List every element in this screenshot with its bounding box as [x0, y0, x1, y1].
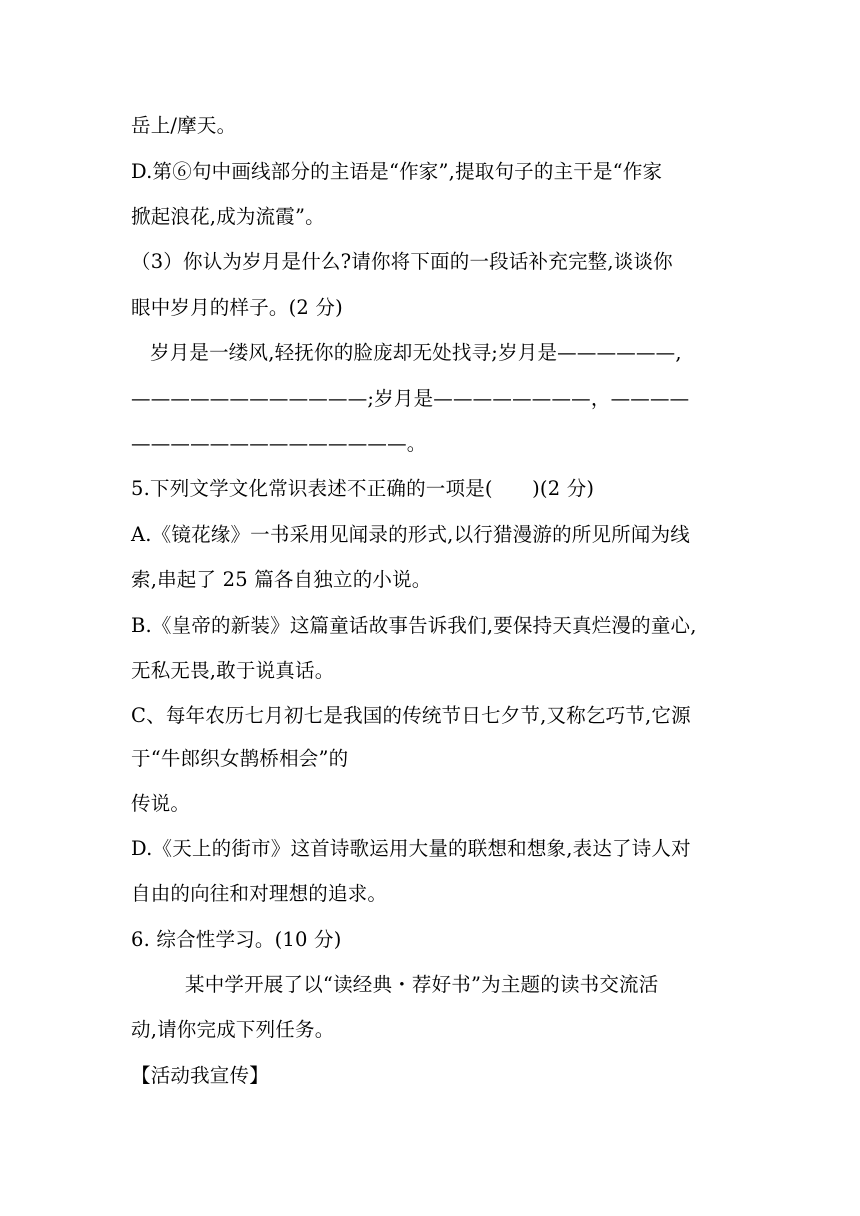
text-line-3: 掀起浪花,成为流霞”。: [131, 205, 325, 228]
text-line-18: 自由的向往和对理想的追求。: [131, 882, 388, 905]
text-line-8: ——————————————。: [131, 432, 427, 455]
text-line-14: C、每年农历七月初七是我国的传统节日七夕节,又称乞巧节,它源: [131, 704, 691, 727]
text-line-19: 6. 综合性学习。(10 分): [131, 928, 342, 951]
text-line-22: 【活动我宣传】: [131, 1064, 269, 1087]
text-line-17: D.《天上的街市》这首诗歌运用大量的联想和想象,表达了诗人对: [131, 837, 691, 860]
text-line-10: A.《镜花缘》一书采用见闻录的形式,以行猎漫游的所见所闻为线: [131, 523, 690, 546]
text-line-21: 动,请你完成下列任务。: [131, 1018, 335, 1041]
text-line-4: （3）你认为岁月是什么?请你将下面的一段话补充完整,谈谈你: [131, 250, 673, 273]
text-line-16: 传说。: [131, 792, 191, 815]
text-line-12: B.《皇帝的新装》这篇童话故事告诉我们,要保持天真烂漫的童心,: [131, 614, 697, 637]
text-line-9: 5.下列文学文化常识表述不正确的一项是( )(2 分): [131, 477, 595, 500]
text-line-13: 无私无畏,敢于说真话。: [131, 659, 335, 682]
text-line-2: D.第⑥句中画线部分的主语是“作家”,提取句子的主干是“作家: [131, 160, 663, 183]
text-line-1: 岳上/摩天。: [131, 114, 237, 137]
text-line-6: 岁月是一缕风,轻抚你的脸庞却无处找寻;岁月是——————,: [150, 341, 682, 364]
text-line-20: 某中学开展了以“读经典・荐好书”为主题的读书交流活: [185, 973, 659, 996]
text-line-5: 眼中岁月的样子。(2 分): [131, 296, 343, 319]
text-line-11: 索,串起了 25 篇各自独立的小说。: [131, 568, 432, 591]
text-line-7: ————————————;岁月是————————，————: [131, 387, 690, 410]
text-line-15: 于“牛郎织女鹊桥相会”的: [131, 747, 349, 770]
